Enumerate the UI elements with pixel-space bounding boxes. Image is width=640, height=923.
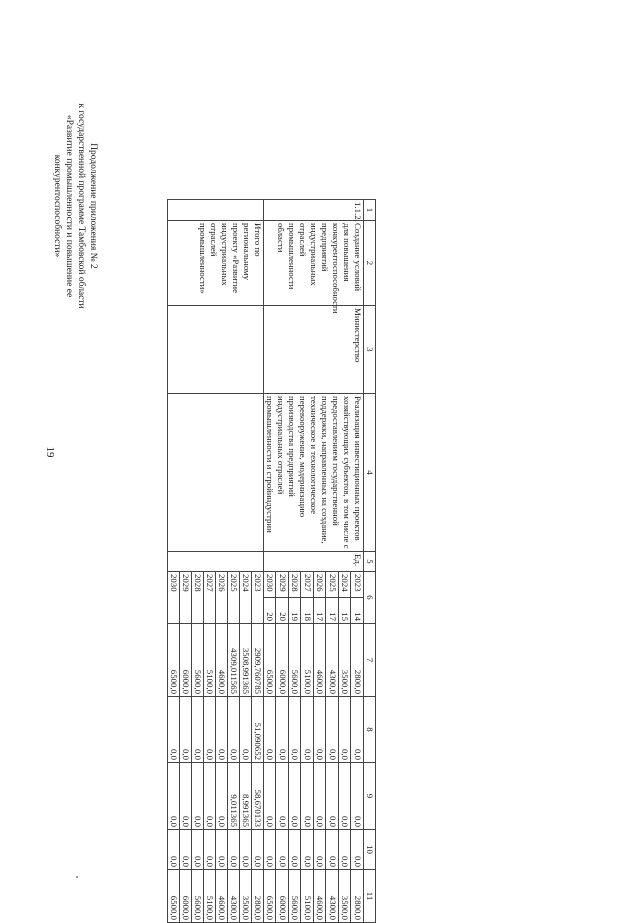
year-cell: 2027 <box>204 572 216 624</box>
value-cell: 0,0 <box>301 763 314 830</box>
empty-cell <box>168 394 264 552</box>
row-executor: Министерство <box>264 306 364 394</box>
value-cell: 0,0 <box>276 697 289 763</box>
value-cell: 0,0 <box>204 763 216 830</box>
total-cell: 3500,0 <box>339 624 352 697</box>
value-cell: 0,0 <box>339 763 352 830</box>
value-cell: 0,0 <box>180 830 192 870</box>
column-header: 1 <box>364 200 376 221</box>
value-cell: 0,0 <box>192 697 204 763</box>
value-cell: 0,0 <box>326 763 339 830</box>
value-cell: 0,0 <box>192 830 204 870</box>
value-cell: 0,0 <box>351 697 364 763</box>
table-row <box>351 200 364 923</box>
heading-line-1: Продолжение приложения № 2 <box>88 143 98 269</box>
value-cell: 0,0 <box>264 830 277 870</box>
value-cell: 0,0 <box>168 830 180 870</box>
empty-cell <box>168 200 264 221</box>
value-cell: 0,0 <box>326 830 339 870</box>
total-cell: 5600,0 <box>289 624 302 697</box>
value-cell: 5100,0 <box>204 870 216 923</box>
value-cell: 0,0 <box>228 830 240 870</box>
value-cell: 0,0 <box>216 830 228 870</box>
value-cell: 0,0 <box>289 697 302 763</box>
header-row <box>364 200 376 923</box>
total-cell: 4600,0 <box>314 624 327 697</box>
value-cell: 6000,0 <box>180 870 192 923</box>
year-cell: 2023 <box>252 572 264 624</box>
column-header: 7 <box>364 624 376 697</box>
value-cell: 0,0 <box>314 830 327 870</box>
value-cell: 3500,0 <box>240 870 252 923</box>
year-cell: 2028 <box>289 572 302 598</box>
value-cell: 0,0 <box>301 697 314 763</box>
count-cell: 17 <box>314 598 327 624</box>
column-header: 3 <box>364 306 376 394</box>
value-cell: 51,090652 <box>252 697 264 763</box>
year-cell: 2023 <box>351 572 364 598</box>
value-cell: 8,991365 <box>240 763 252 830</box>
value-cell: 0,0 <box>168 763 180 830</box>
year-cell: 2024 <box>339 572 352 598</box>
total-cell: 4600,0 <box>216 624 228 697</box>
year-cell: 2025 <box>326 572 339 598</box>
year-cell: 2027 <box>301 572 314 598</box>
value-cell: 9,011365 <box>228 763 240 830</box>
empty-cell <box>168 552 264 572</box>
year-cell: 2024 <box>240 572 252 624</box>
total-cell: 6000,0 <box>180 624 192 697</box>
page-number: 19 <box>44 446 56 458</box>
count-cell: 19 <box>289 598 302 624</box>
value-cell: 0,0 <box>180 763 192 830</box>
value-cell: 0,0 <box>314 697 327 763</box>
value-cell: 0,0 <box>301 830 314 870</box>
total-name: Итого по региональному проекту «Развитие индустриальных отраслей промышленности» <box>168 221 264 306</box>
value-cell: 4300,0 <box>228 870 240 923</box>
total-cell: 5600,0 <box>192 624 204 697</box>
value-cell: 0,0 <box>216 763 228 830</box>
count-cell: 20 <box>264 598 277 624</box>
value-cell: 0,0 <box>180 697 192 763</box>
value-cell: 0,0 <box>204 697 216 763</box>
value-cell: 0,0 <box>289 830 302 870</box>
value-cell: 0,0 <box>240 830 252 870</box>
total-cell: 6000,0 <box>276 624 289 697</box>
column-header: 4 <box>364 394 376 552</box>
year-cell: 2029 <box>180 572 192 624</box>
value-cell: 0,0 <box>192 763 204 830</box>
value-cell: 0,0 <box>351 830 364 870</box>
row-indicator: Реализация инвестиционных проектов хозяйствующих субъектов, в том числе с предоставлением государственной поддержки, направленных на создание, техническое и технологическое перевооружение, модернизацию производства предприятий индустриальных отраслей промышленности и стройиндустрии <box>264 394 364 552</box>
rotated-table-container <box>0 199 376 922</box>
column-header: 2 <box>364 221 376 306</box>
column-header: 5 <box>364 552 376 572</box>
value-cell: 5600,0 <box>289 870 302 923</box>
value-cell: 4600,0 <box>314 870 327 923</box>
count-cell: 14 <box>351 598 364 624</box>
column-header: 9 <box>364 763 376 830</box>
value-cell: 2800,0 <box>252 870 264 923</box>
total-cell: 2800,0 <box>351 624 364 697</box>
value-cell: 0,0 <box>240 697 252 763</box>
total-row <box>252 200 264 923</box>
count-cell: 20 <box>276 598 289 624</box>
total-cell: 5100,0 <box>204 624 216 697</box>
row-unit: Ед. <box>264 552 364 572</box>
total-cell: 6500,0 <box>168 624 180 697</box>
total-cell: 5100,0 <box>301 624 314 697</box>
value-cell: 0,0 <box>252 830 264 870</box>
value-cell: 4600,0 <box>216 870 228 923</box>
year-cell: 2029 <box>276 572 289 598</box>
year-cell: 2026 <box>314 572 327 598</box>
count-cell: 15 <box>339 598 352 624</box>
value-cell: 0,0 <box>276 830 289 870</box>
count-cell: 17 <box>326 598 339 624</box>
value-cell: 4300,0 <box>326 870 339 923</box>
total-cell: 2909,760785 <box>252 624 264 697</box>
total-cell: 4300,0 <box>326 624 339 697</box>
value-cell: 0,0 <box>289 763 302 830</box>
heading-line-4: конкурентоспособности» <box>52 154 62 258</box>
value-cell: 0,0 <box>276 763 289 830</box>
program-table <box>167 199 376 923</box>
count-cell: 18 <box>301 598 314 624</box>
value-cell: 58,670133 <box>252 763 264 830</box>
value-cell: 0,0 <box>339 830 352 870</box>
value-cell: 0,0 <box>314 763 327 830</box>
value-cell: 0,0 <box>216 697 228 763</box>
year-cell: 2028 <box>192 572 204 624</box>
heading-line-2: к государственной программе Тамбовской области <box>76 103 86 309</box>
value-cell: 0,0 <box>326 697 339 763</box>
year-cell: 2026 <box>216 572 228 624</box>
total-cell: 6500,0 <box>264 624 277 697</box>
value-cell: 6000,0 <box>276 870 289 923</box>
value-cell: 6500,0 <box>168 870 180 923</box>
value-cell: 0,0 <box>264 763 277 830</box>
value-cell: 5600,0 <box>192 870 204 923</box>
column-header: 11 <box>364 870 376 923</box>
value-cell: 0,0 <box>339 697 352 763</box>
column-header: 6 <box>364 572 376 624</box>
total-cell: 4309,011565 <box>228 624 240 697</box>
year-cell: 2030 <box>168 572 180 624</box>
value-cell: 5100,0 <box>301 870 314 923</box>
row-code: 1.1.2. <box>264 200 364 221</box>
value-cell: 6500,0 <box>264 870 277 923</box>
column-header: 10 <box>364 830 376 870</box>
heading-line-3: «Развитие промышленности и повышение ее <box>64 114 74 298</box>
year-cell: 2025 <box>228 572 240 624</box>
value-cell: 2800,0 <box>351 870 364 923</box>
year-cell: 2030 <box>264 572 277 598</box>
value-cell: 0,0 <box>228 697 240 763</box>
value-cell: 0,0 <box>351 763 364 830</box>
empty-cell <box>168 306 264 394</box>
total-cell: 3508,991365 <box>240 624 252 697</box>
value-cell: 0,0 <box>168 697 180 763</box>
row-name: Создание условий для повышения конкурентоспособности предприятий индустриальных отраслей промышленности области <box>264 221 364 306</box>
column-header: 8 <box>364 697 376 763</box>
value-cell: 0,0 <box>264 697 277 763</box>
value-cell: 0,0 <box>204 830 216 870</box>
table-body <box>168 200 376 923</box>
value-cell: 3500,0 <box>339 870 352 923</box>
scan-speck <box>76 876 78 878</box>
